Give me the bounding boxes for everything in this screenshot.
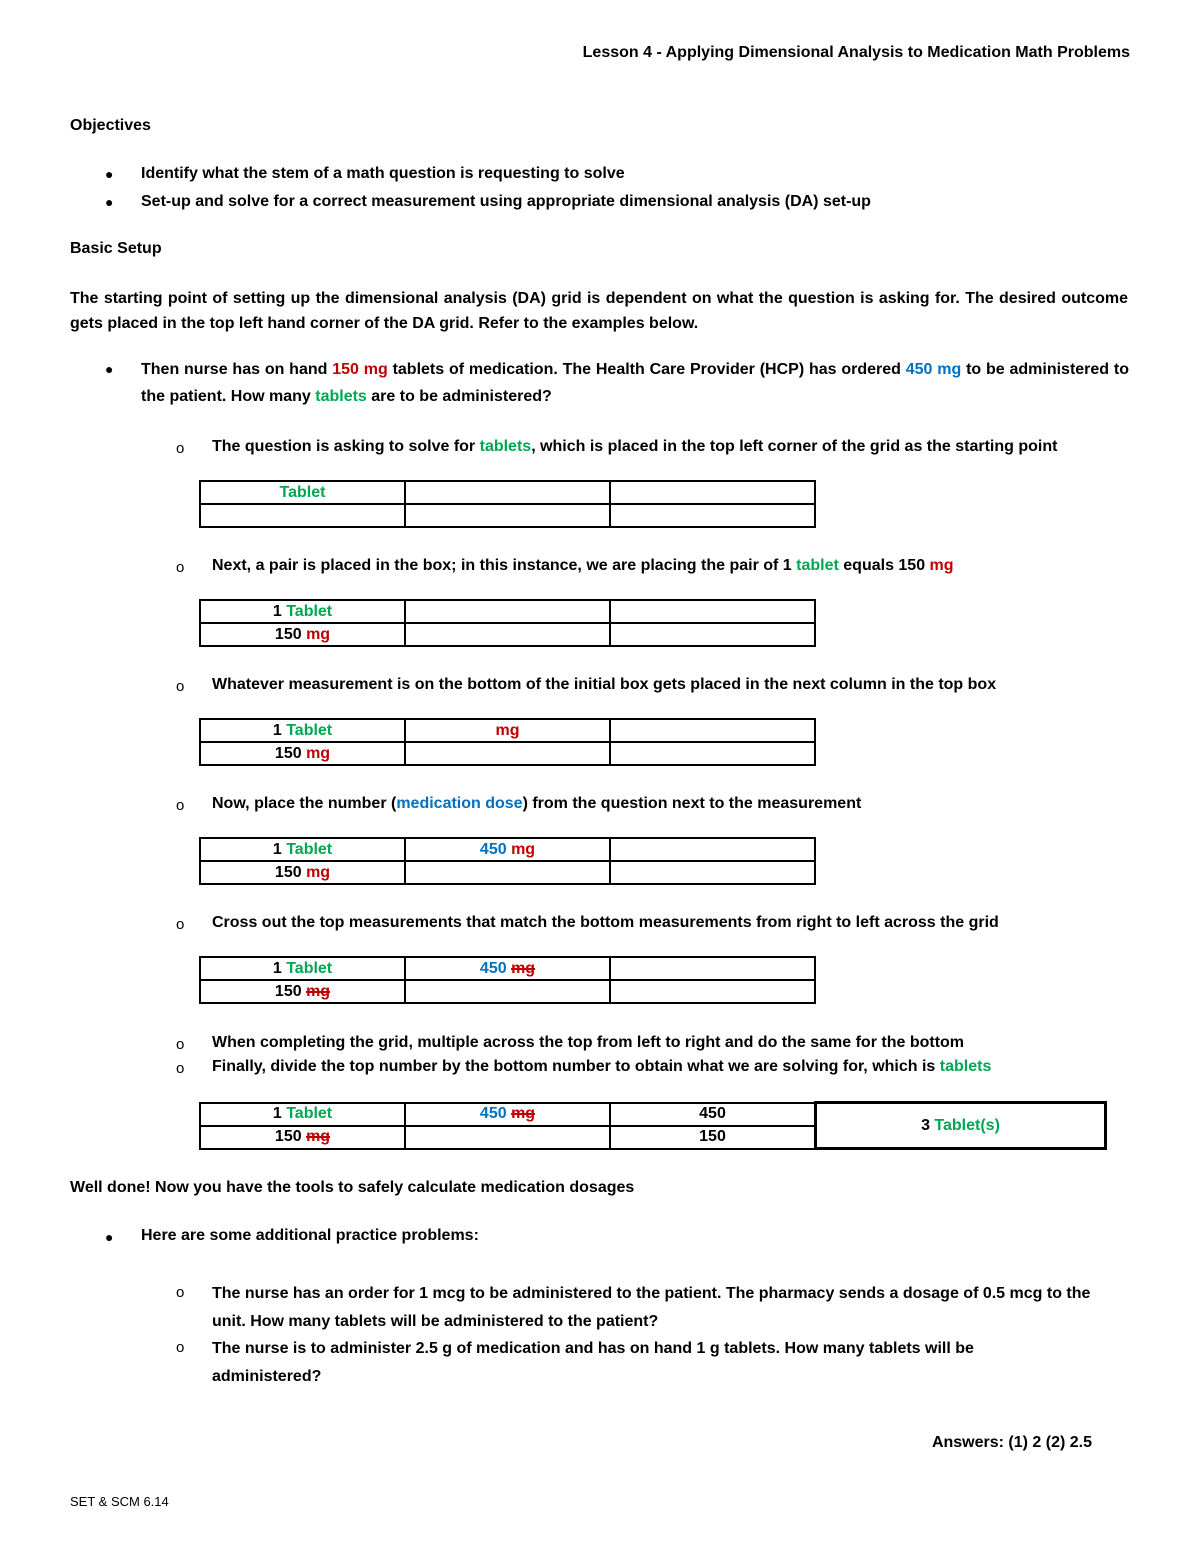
objective-item-1: Identify what the stem of a math question is requesting to solve <box>141 165 625 182</box>
grid-cell: 1 Tablet <box>200 957 405 980</box>
grid-cell: 1 Tablet <box>200 838 405 861</box>
sub-bullet-icon: o <box>176 440 185 457</box>
sub-bullet-icon: o <box>176 559 185 576</box>
sub-bullet-icon: o <box>176 1036 185 1053</box>
bullet-icon: ● <box>105 361 114 377</box>
sub-bullet-icon: o <box>176 916 185 933</box>
bullet-icon: ● <box>105 166 114 182</box>
sub-bullet-icon: o <box>176 1339 185 1356</box>
grid-cell: 450 <box>610 1103 816 1126</box>
da-grid-2 <box>199 599 816 647</box>
grid-cell: 150 <box>610 1126 816 1149</box>
practice-problem-2: The nurse is to administer 2.5 g of medication and has on hand 1 g tablets. How many tablets will be administered? <box>212 1340 974 1385</box>
grid-result-cell: 3 Tablet(s) <box>816 1103 1106 1149</box>
grid-cell: 150 mg <box>200 623 405 646</box>
well-done-text: Well done! Now you have the tools to safely calculate medication dosages <box>70 1179 635 1196</box>
step-6-text: When completing the grid, multiple across the top from left to right and do the same for the bottom <box>212 1034 965 1051</box>
sub-bullet-icon: o <box>176 797 185 814</box>
sub-bullet-icon: o <box>176 1060 185 1077</box>
grid-cell: 1 Tablet <box>200 719 405 742</box>
objectives-heading: Objectives <box>70 117 151 134</box>
sub-bullet-icon: o <box>176 678 185 695</box>
intro-paragraph: The starting point of setting up the dimensional analysis (DA) grid is dependent on what the question is asking for. The desired outcome gets placed in the top left hand corner of the DA grid. Refer to the examples below. <box>70 290 1128 332</box>
basic-setup-heading: Basic Setup <box>70 240 162 257</box>
step-1-text: The question is asking to solve for tablets, which is placed in the top left corner of the grid as the starting point <box>212 438 1058 455</box>
page-header: Lesson 4 - Applying Dimensional Analysis to Medication Math Problems <box>582 44 1130 61</box>
step-3-text: Whatever measurement is on the bottom of the initial box gets placed in the next column in the top box <box>212 676 997 693</box>
example-problem: Then nurse has on hand 150 mg tablets of medication. The Health Care Provider (HCP) has ordered 450 mg to be administered to the patient. How many tablets are to be administered? <box>141 361 1130 405</box>
grid-cell: mg <box>405 719 610 742</box>
da-grid-5 <box>199 956 816 1004</box>
answers-text: Answers: (1) 2 (2) 2.5 <box>931 1434 1092 1451</box>
grid-cell: 1 Tablet <box>200 600 405 623</box>
grid-cell: 150 mg <box>200 742 405 765</box>
grid-cell: 450 mg <box>405 838 610 861</box>
grid-cell: 450 mg <box>405 957 610 980</box>
da-grid-3 <box>199 718 816 766</box>
bullet-icon: ● <box>105 194 114 210</box>
practice-problem-1: The nurse has an order for 1 mcg to be administered to the patient. The pharmacy sends a dosage of 0.5 mcg to the unit. How many tablets will be administered to the patient? <box>212 1285 1091 1330</box>
step-7-text: Finally, divide the top number by the bottom number to obtain what we are solving for, which is tablets <box>212 1058 992 1075</box>
grid-cell: 150 mg <box>200 1126 405 1149</box>
da-grid-1 <box>199 480 816 528</box>
grid-cell: 150 mg <box>200 980 405 1003</box>
step-4-text: Now, place the number (medication dose) from the question next to the measurement <box>212 795 862 812</box>
grid-cell: 1 Tablet <box>200 1103 405 1126</box>
da-grid-4 <box>199 837 816 885</box>
grid-cell: Tablet <box>200 481 405 504</box>
objective-item-2: Set-up and solve for a correct measurement using appropriate dimensional analysis (DA) set-up <box>141 193 871 210</box>
practice-intro: Here are some additional practice problems: <box>141 1227 479 1244</box>
bullet-icon: ● <box>105 1229 114 1245</box>
step-5-text: Cross out the top measurements that match the bottom measurements from right to left across the grid <box>212 914 999 931</box>
grid-cell: 150 mg <box>200 861 405 884</box>
step-2-text: Next, a pair is placed in the box; in this instance, we are placing the pair of 1 tablet equals 150 mg <box>212 557 954 574</box>
da-grid-final <box>199 1101 1107 1150</box>
grid-cell: 450 mg <box>405 1103 610 1126</box>
footer-text: SET & SCM 6.14 <box>70 1494 169 1509</box>
sub-bullet-icon: o <box>176 1284 185 1301</box>
